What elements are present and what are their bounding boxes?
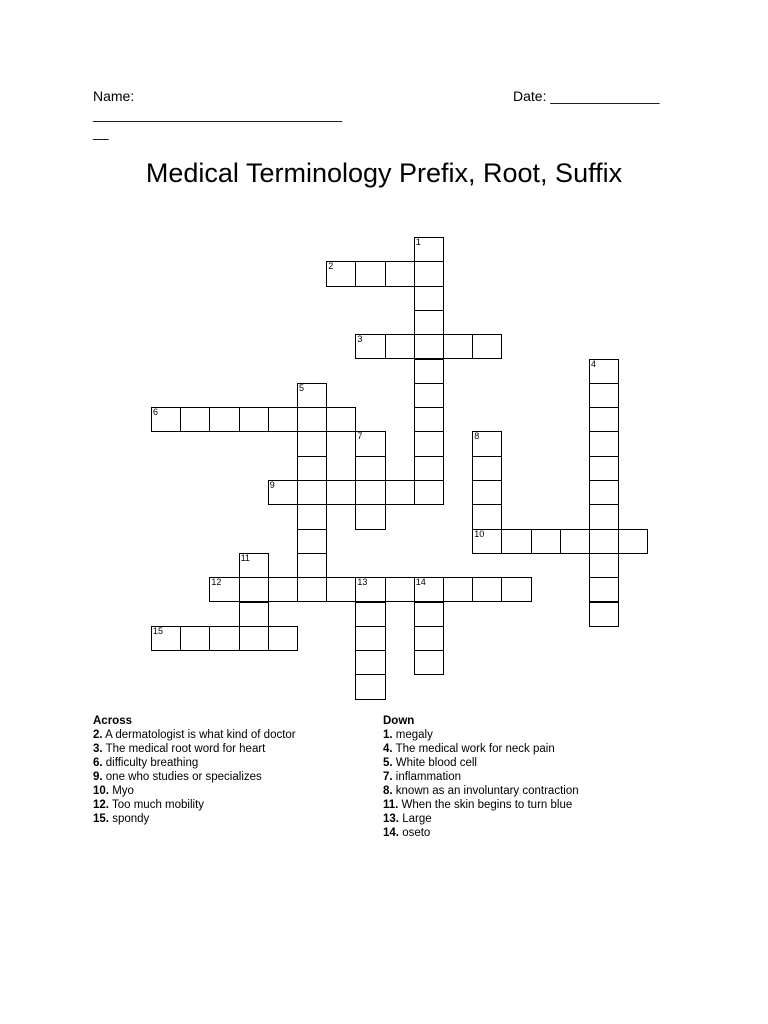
crossword-cell[interactable] bbox=[297, 480, 327, 505]
crossword-cell[interactable] bbox=[443, 334, 473, 359]
clue-item bbox=[383, 742, 579, 756]
crossword-cell[interactable] bbox=[589, 359, 619, 384]
crossword-cell[interactable] bbox=[589, 407, 619, 432]
crossword-cell[interactable] bbox=[472, 504, 502, 529]
crossword-cell[interactable] bbox=[385, 334, 415, 359]
crossword-cell[interactable] bbox=[560, 529, 590, 554]
crossword-cell[interactable] bbox=[414, 261, 444, 286]
clue-number: 15 bbox=[153, 625, 164, 636]
down-heading: Down bbox=[383, 715, 415, 727]
clue-item-text: Myo bbox=[109, 785, 134, 797]
crossword-cell[interactable] bbox=[589, 383, 619, 408]
clue-number: 9 bbox=[269, 480, 275, 490]
crossword-cell[interactable] bbox=[151, 407, 181, 432]
crossword-cell[interactable] bbox=[355, 577, 385, 602]
crossword-cell[interactable] bbox=[414, 286, 444, 311]
clue-number: 8 bbox=[474, 431, 480, 442]
date-label: Date: ______________ bbox=[513, 88, 660, 104]
crossword-cell[interactable] bbox=[326, 261, 356, 286]
crossword-cell[interactable] bbox=[472, 456, 502, 481]
clue-item-text: spondy bbox=[109, 813, 150, 825]
down-clues bbox=[383, 714, 579, 840]
crossword-cell[interactable] bbox=[414, 626, 444, 651]
crossword-cell[interactable] bbox=[239, 407, 269, 432]
crossword-cell[interactable] bbox=[414, 431, 444, 456]
crossword-cell[interactable] bbox=[414, 577, 444, 602]
clue-number: 13 bbox=[357, 577, 368, 588]
crossword-cell[interactable] bbox=[268, 626, 298, 651]
crossword-cell[interactable] bbox=[472, 334, 502, 359]
crossword-cell[interactable] bbox=[355, 480, 385, 505]
clue-item bbox=[383, 728, 579, 742]
crossword-cell[interactable] bbox=[472, 480, 502, 505]
clue-item-number: 12. bbox=[93, 799, 109, 811]
clue-item-number: 6. bbox=[93, 757, 103, 769]
crossword-cell[interactable] bbox=[297, 383, 327, 408]
crossword-cell[interactable] bbox=[355, 456, 385, 481]
crossword-cell[interactable] bbox=[355, 431, 385, 456]
crossword-cell[interactable] bbox=[589, 602, 619, 627]
clue-item bbox=[383, 756, 579, 770]
clue-number: 11 bbox=[240, 552, 250, 563]
crossword-cell[interactable] bbox=[355, 674, 385, 699]
name-label: Name: bbox=[93, 88, 135, 104]
crossword-cell[interactable] bbox=[355, 626, 385, 651]
crossword-cell[interactable] bbox=[297, 407, 327, 432]
crossword-cell[interactable] bbox=[209, 626, 239, 651]
clue-item-text: The medical root word for heart bbox=[102, 743, 266, 755]
crossword-cell[interactable] bbox=[589, 553, 619, 578]
clue-item bbox=[93, 770, 296, 784]
clue-item-number: 4. bbox=[383, 743, 393, 755]
clue-item-number: 5. bbox=[383, 757, 393, 769]
crossword-cell[interactable] bbox=[443, 577, 473, 602]
crossword-cell[interactable] bbox=[589, 504, 619, 529]
crossword-cell[interactable] bbox=[472, 577, 502, 602]
name-line-continued: __ bbox=[93, 124, 109, 140]
crossword-cell[interactable] bbox=[239, 602, 269, 627]
crossword-cell[interactable] bbox=[589, 577, 619, 602]
clue-item bbox=[93, 784, 296, 798]
clue-item-text: When the skin begins to turn blue bbox=[398, 799, 573, 811]
crossword-cell[interactable] bbox=[501, 577, 531, 602]
crossword-cell[interactable] bbox=[297, 456, 327, 481]
clue-item-number: 15. bbox=[93, 813, 109, 825]
crossword-cell[interactable] bbox=[472, 529, 502, 554]
puzzle-title: Medical Terminology Prefix, Root, Suffix bbox=[145, 158, 623, 188]
crossword-cell[interactable] bbox=[355, 261, 385, 286]
crossword-cell[interactable] bbox=[268, 407, 298, 432]
crossword-cell[interactable] bbox=[239, 577, 269, 602]
clue-item bbox=[93, 728, 296, 742]
crossword-cell[interactable] bbox=[531, 529, 561, 554]
clue-item-number: 2. bbox=[93, 729, 103, 741]
crossword-cell[interactable] bbox=[414, 480, 444, 505]
clue-item-text: megaly bbox=[392, 729, 433, 741]
clue-item bbox=[93, 742, 296, 756]
crossword-cell[interactable] bbox=[268, 577, 298, 602]
across-clues bbox=[93, 714, 296, 826]
crossword-cell[interactable] bbox=[414, 383, 444, 408]
clue-item-text: Too much mobility bbox=[109, 799, 205, 811]
clue-item-number: 1. bbox=[383, 729, 393, 741]
clue-item-number: 10. bbox=[93, 785, 109, 797]
crossword-cell[interactable] bbox=[180, 407, 210, 432]
crossword-cell[interactable] bbox=[326, 407, 356, 432]
clue-item-text: White blood cell bbox=[392, 757, 477, 769]
crossword-cell[interactable] bbox=[385, 261, 415, 286]
crossword-cell[interactable] bbox=[268, 480, 298, 505]
clue-number: 14 bbox=[415, 577, 426, 588]
clue-item-text: A dermatologist is what kind of doctor bbox=[102, 729, 296, 741]
clue-item-text: one who studies or specializes bbox=[102, 771, 262, 783]
crossword-cell[interactable] bbox=[589, 529, 619, 554]
crossword-cell[interactable] bbox=[209, 577, 239, 602]
crossword-cell[interactable] bbox=[414, 602, 444, 627]
clue-item-number: 9. bbox=[93, 771, 103, 783]
clue-item bbox=[383, 798, 579, 812]
clue-item-text: inflammation bbox=[392, 771, 461, 783]
crossword-cell[interactable] bbox=[589, 480, 619, 505]
crossword-cell[interactable] bbox=[151, 626, 181, 651]
crossword-cell[interactable] bbox=[297, 553, 327, 578]
clue-item bbox=[383, 784, 579, 798]
clue-item-number: 7. bbox=[383, 771, 393, 783]
crossword-cell[interactable] bbox=[501, 529, 531, 554]
clue-item-text: oseto bbox=[399, 827, 431, 839]
crossword-cell[interactable] bbox=[472, 431, 502, 456]
name-line: ________________________________ bbox=[93, 106, 343, 122]
clue-item bbox=[93, 756, 296, 770]
crossword-cell[interactable] bbox=[239, 626, 269, 651]
crossword-cell[interactable] bbox=[355, 602, 385, 627]
crossword-cell[interactable] bbox=[239, 553, 269, 578]
clue-item-text: known as an involuntary contraction bbox=[392, 785, 579, 797]
clue-item bbox=[383, 826, 579, 840]
clue-number: 7 bbox=[357, 431, 363, 442]
crossword-cell[interactable] bbox=[385, 480, 415, 505]
clue-item bbox=[383, 812, 579, 826]
clue-number: 6 bbox=[153, 407, 159, 418]
crossword-cell[interactable] bbox=[414, 237, 444, 262]
clue-item bbox=[93, 812, 296, 826]
crossword-cell[interactable] bbox=[414, 310, 444, 335]
clue-item-number: 8. bbox=[383, 785, 393, 797]
crossword-cell[interactable] bbox=[355, 650, 385, 675]
crossword-cell[interactable] bbox=[414, 407, 444, 432]
crossword-cell[interactable] bbox=[589, 431, 619, 456]
clue-item-number: 3. bbox=[93, 743, 103, 755]
crossword-cell[interactable] bbox=[414, 650, 444, 675]
crossword-cell[interactable] bbox=[297, 529, 327, 554]
crossword-cell[interactable] bbox=[355, 334, 385, 359]
crossword-cell[interactable] bbox=[589, 456, 619, 481]
clue-number: 12 bbox=[211, 577, 222, 588]
crossword-cell[interactable] bbox=[326, 577, 356, 602]
crossword-cell[interactable] bbox=[297, 504, 327, 529]
clue-number: 1 bbox=[415, 237, 421, 247]
clue-number: 4 bbox=[591, 358, 597, 369]
across-heading: Across bbox=[93, 715, 132, 727]
clue-number: 5 bbox=[299, 382, 305, 393]
clue-item-number: 13. bbox=[383, 813, 399, 825]
crossword-cell[interactable] bbox=[297, 577, 327, 602]
clue-item-number: 11. bbox=[383, 799, 399, 811]
clue-number: 2 bbox=[328, 261, 334, 272]
crossword-cell[interactable] bbox=[414, 359, 444, 384]
clue-item-text: Large bbox=[399, 813, 432, 825]
crossword-cell[interactable] bbox=[209, 407, 239, 432]
clue-number: 3 bbox=[357, 334, 363, 345]
clue-item-number: 14. bbox=[383, 827, 399, 839]
crossword-cell[interactable] bbox=[326, 480, 356, 505]
clue-item bbox=[93, 798, 296, 812]
crossword-cell[interactable] bbox=[385, 577, 415, 602]
crossword-cell[interactable] bbox=[355, 504, 385, 529]
clue-number: 10 bbox=[474, 528, 485, 539]
crossword-cell[interactable] bbox=[414, 334, 444, 359]
crossword-cell[interactable] bbox=[414, 456, 444, 481]
clue-item-text: difficulty breathing bbox=[102, 757, 199, 769]
crossword-cell[interactable] bbox=[180, 626, 210, 651]
clue-item bbox=[383, 770, 579, 784]
crossword-cell[interactable] bbox=[297, 431, 327, 456]
clue-item-text: The medical work for neck pain bbox=[392, 743, 555, 755]
crossword-cell[interactable] bbox=[618, 529, 648, 554]
